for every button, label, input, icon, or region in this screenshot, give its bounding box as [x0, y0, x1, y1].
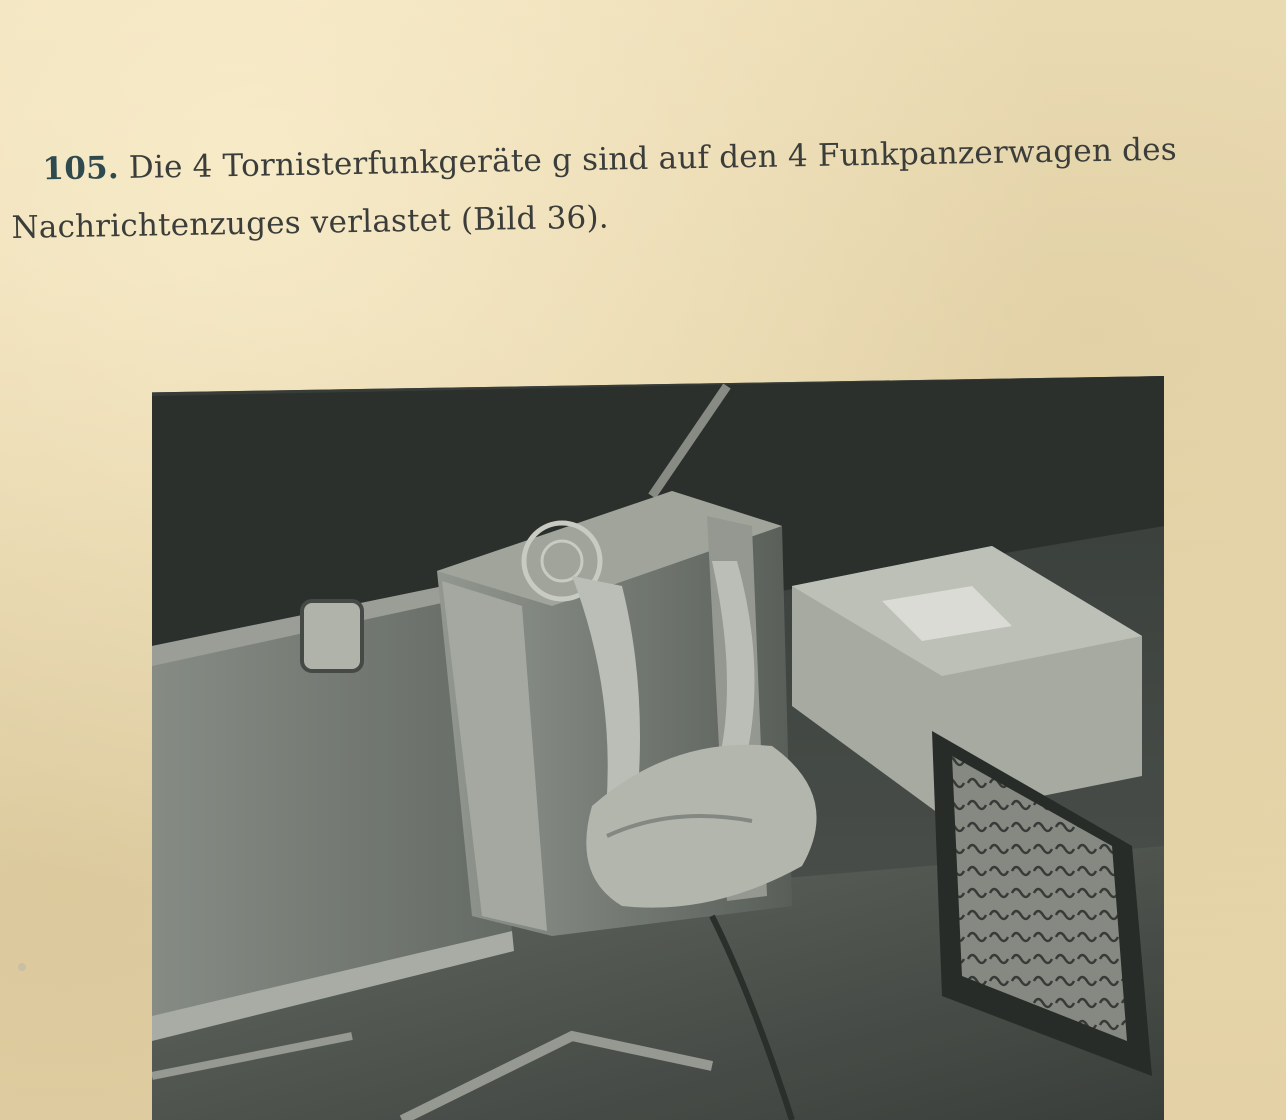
photo-grain — [152, 376, 1164, 1120]
figure-photograph — [152, 376, 1164, 1120]
paper-speck — [18, 963, 26, 971]
body-paragraph — [10, 119, 1282, 257]
paragraph-number: 105. — [42, 150, 120, 188]
photo-illustration — [152, 376, 1164, 1120]
paragraph-line-2: Nachrichtenzuges verlastet (Bild 36). — [11, 199, 610, 246]
paragraph-text-1: Die 4 Tornisterfunkgeräte g sind auf den 4 Funkpanzerwagen des — [118, 131, 1178, 187]
